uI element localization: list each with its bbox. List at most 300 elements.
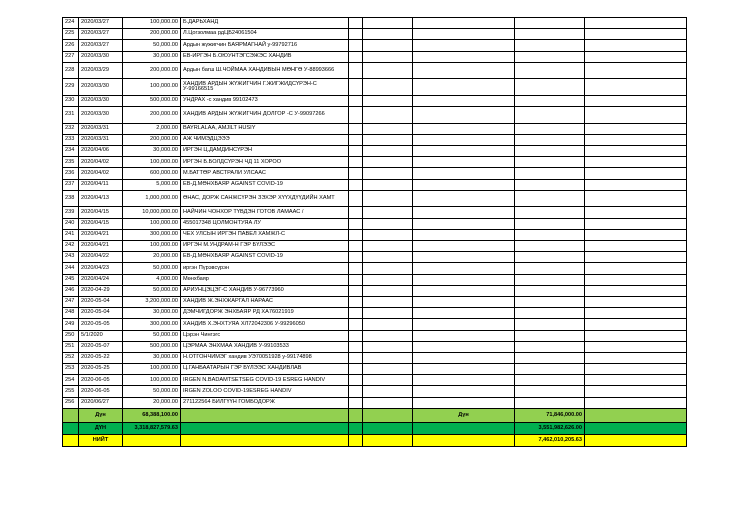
row-empty-cell xyxy=(363,29,413,40)
row-empty-cell xyxy=(349,285,363,296)
row-amount: 300,000.00 xyxy=(123,229,181,240)
row-empty-cell xyxy=(585,386,687,397)
row-empty-cell xyxy=(413,252,515,263)
row-empty-cell xyxy=(515,29,585,40)
row-date: 2020/04/13 xyxy=(79,190,123,207)
row-empty-cell xyxy=(349,341,363,352)
row-number: 246 xyxy=(63,285,79,296)
table-body xyxy=(63,18,687,409)
row-empty-cell xyxy=(413,190,515,207)
row-empty-cell xyxy=(349,190,363,207)
row-empty-cell xyxy=(585,218,687,229)
row-empty-cell xyxy=(413,263,515,274)
table-row xyxy=(63,168,687,179)
row-empty-cell xyxy=(515,274,585,285)
row-empty-cell xyxy=(585,95,687,106)
row-empty-cell xyxy=(585,319,687,330)
row-number: 245 xyxy=(63,274,79,285)
row-date: 2020/03/30 xyxy=(79,95,123,106)
row-empty-cell xyxy=(515,352,585,363)
row-amount: 20,000.00 xyxy=(123,252,181,263)
row-number: 241 xyxy=(63,229,79,240)
row-empty-cell xyxy=(515,263,585,274)
table-row xyxy=(63,386,687,397)
row-number: 248 xyxy=(63,308,79,319)
row-date: 2020-05-07 xyxy=(79,341,123,352)
row-empty-cell xyxy=(413,179,515,190)
row-number: 230 xyxy=(63,95,79,106)
row-description: ЧЕХ УЛСЫН ИРГЭН ПАВЕЛ ХАМЖЛ-С xyxy=(181,229,349,240)
row-amount: 2,000.00 xyxy=(123,123,181,134)
row-empty-cell xyxy=(413,397,515,408)
row-empty-cell xyxy=(585,79,687,96)
row-empty-cell xyxy=(413,134,515,145)
row-description: IRGEN ZOLOO COVID-19ESREG HANDIV xyxy=(181,386,349,397)
summary-row-dun xyxy=(63,408,687,422)
row-empty-cell xyxy=(349,386,363,397)
row-empty-cell xyxy=(363,207,413,218)
dun-right-label: Дүн xyxy=(413,408,515,422)
row-empty-cell xyxy=(363,296,413,307)
dun-right-amount: 71,846,000.00 xyxy=(515,408,585,422)
table-row xyxy=(63,364,687,375)
row-number: 255 xyxy=(63,386,79,397)
row-empty-cell xyxy=(413,364,515,375)
row-empty-cell xyxy=(349,352,363,363)
row-empty-cell xyxy=(515,18,585,29)
row-empty-cell xyxy=(349,179,363,190)
total-amount: 7,462,010,205.63 xyxy=(515,434,585,446)
row-empty-cell xyxy=(585,168,687,179)
table-row xyxy=(63,319,687,330)
row-date: 2020-05-25 xyxy=(79,364,123,375)
row-empty-cell xyxy=(363,364,413,375)
row-description: ЦЭРМАА ЭНХМАА ХАНДИВ У-99103533 xyxy=(181,341,349,352)
row-empty-cell xyxy=(363,218,413,229)
row-number: 239 xyxy=(63,207,79,218)
row-empty-cell xyxy=(349,308,363,319)
row-amount: 50,000.00 xyxy=(123,40,181,51)
row-date: 2020/03/31 xyxy=(79,134,123,145)
row-empty-cell xyxy=(413,146,515,157)
row-number: 224 xyxy=(63,18,79,29)
row-empty-cell xyxy=(585,123,687,134)
row-empty-cell xyxy=(349,241,363,252)
row-empty-cell xyxy=(363,146,413,157)
row-date: 2020/03/30 xyxy=(79,51,123,62)
row-date: 2020-05-05 xyxy=(79,319,123,330)
row-amount: 200,000.00 xyxy=(123,62,181,79)
row-amount: 5,000.00 xyxy=(123,179,181,190)
row-empty-cell xyxy=(413,296,515,307)
row-description: ЕВ-ИРГЭН Б.ОЮУНТЭГСЭЖЭС ХАНДИВ xyxy=(181,51,349,62)
row-empty-cell xyxy=(363,79,413,96)
row-empty-cell xyxy=(413,229,515,240)
row-description: Л.Цогзолмаа рдЦБ24061504 xyxy=(181,29,349,40)
row-description: АЖ ЧИМЭДЦЭЭЭ xyxy=(181,134,349,145)
row-empty-cell xyxy=(413,123,515,134)
table-row xyxy=(63,352,687,363)
row-empty-cell xyxy=(363,330,413,341)
row-empty-cell xyxy=(585,62,687,79)
row-amount: 50,000.00 xyxy=(123,285,181,296)
row-amount: 500,000.00 xyxy=(123,341,181,352)
table-row xyxy=(63,40,687,51)
row-date: 5/1/2020 xyxy=(79,330,123,341)
row-empty-cell xyxy=(363,375,413,386)
row-empty-cell xyxy=(585,190,687,207)
row-date: 2020/04/24 xyxy=(79,274,123,285)
row-description: АРИУНЦЭЦЭГ-С ХАНДИВ У-96773960 xyxy=(181,285,349,296)
row-date: 2020-04-29 xyxy=(79,285,123,296)
row-empty-cell xyxy=(515,218,585,229)
row-amount: 100,000.00 xyxy=(123,364,181,375)
row-empty-cell xyxy=(363,157,413,168)
row-empty-cell xyxy=(515,51,585,62)
row-empty-cell xyxy=(349,134,363,145)
row-description: УНДРАХ -с хандив 99102473 xyxy=(181,95,349,106)
row-empty-cell xyxy=(515,62,585,79)
table-row xyxy=(63,397,687,408)
row-description: ИРГЭН М.УНДРАМ-Н ГЭР БҮЛЭЭС xyxy=(181,241,349,252)
row-description: 271122564 БИЛГҮҮН ГОМБОДОРЖ xyxy=(181,397,349,408)
row-amount: 30,000.00 xyxy=(123,352,181,363)
row-empty-cell xyxy=(515,179,585,190)
row-empty-cell xyxy=(585,207,687,218)
table-row xyxy=(63,330,687,341)
row-empty-cell xyxy=(413,352,515,363)
row-number: 236 xyxy=(63,168,79,179)
row-empty-cell xyxy=(585,40,687,51)
row-amount: 4,000.00 xyxy=(123,274,181,285)
row-amount: 600,000.00 xyxy=(123,168,181,179)
row-empty-cell xyxy=(349,40,363,51)
row-amount: 3,200,000.00 xyxy=(123,296,181,307)
row-empty-cell xyxy=(515,308,585,319)
row-empty-cell xyxy=(363,263,413,274)
row-empty-cell xyxy=(515,134,585,145)
summary-row-total xyxy=(63,434,687,446)
row-date: 2020/04/02 xyxy=(79,157,123,168)
row-number: 238 xyxy=(63,190,79,207)
row-number: 243 xyxy=(63,252,79,263)
table-row xyxy=(63,79,687,96)
row-empty-cell xyxy=(349,218,363,229)
row-empty-cell xyxy=(349,229,363,240)
row-empty-cell xyxy=(585,308,687,319)
row-empty-cell xyxy=(515,95,585,106)
row-empty-cell xyxy=(349,51,363,62)
row-number: 235 xyxy=(63,157,79,168)
dun-label: Дүн xyxy=(79,408,123,422)
row-empty-cell xyxy=(515,190,585,207)
row-empty-cell xyxy=(363,18,413,29)
row-number: 249 xyxy=(63,319,79,330)
row-empty-cell xyxy=(515,40,585,51)
row-description: Ц.ГАНБААТАРЫН ГЭР БҮЛЭЭС ХАНДИВЛАВ xyxy=(181,364,349,375)
table-row xyxy=(63,157,687,168)
row-amount: 50,000.00 xyxy=(123,330,181,341)
row-amount: 100,000.00 xyxy=(123,241,181,252)
row-number: 240 xyxy=(63,218,79,229)
table-row xyxy=(63,95,687,106)
row-date: 2020-05-04 xyxy=(79,296,123,307)
row-empty-cell xyxy=(585,241,687,252)
row-date: 2020/04/21 xyxy=(79,229,123,240)
row-empty-cell xyxy=(349,319,363,330)
row-empty-cell xyxy=(349,207,363,218)
row-empty-cell xyxy=(413,157,515,168)
row-description: ХАНДИВ АРДЫН ЖҮЖИГЧИН ДОЛГОР -С У-99097266 xyxy=(181,107,349,124)
row-amount: 100,000.00 xyxy=(123,218,181,229)
row-empty-cell xyxy=(349,296,363,307)
row-empty-cell xyxy=(349,62,363,79)
row-empty-cell xyxy=(585,18,687,29)
row-empty-cell xyxy=(363,134,413,145)
row-description: Ардын жүжигчин БАЯРМАГНАЙ у-99792716 xyxy=(181,40,349,51)
row-amount: 300,000.00 xyxy=(123,319,181,330)
row-empty-cell xyxy=(349,29,363,40)
table-row xyxy=(63,179,687,190)
row-amount: 200,000.00 xyxy=(123,29,181,40)
row-number: 237 xyxy=(63,179,79,190)
row-empty-cell xyxy=(585,352,687,363)
row-date: 2020/04/02 xyxy=(79,168,123,179)
row-description: М.БАТТӨР АВСТРАЛИ УЛСААС xyxy=(181,168,349,179)
row-number: 250 xyxy=(63,330,79,341)
row-number: 232 xyxy=(63,123,79,134)
table-row xyxy=(63,29,687,40)
dun-left-amount: 68,388,100.00 xyxy=(123,408,181,422)
row-empty-cell xyxy=(363,62,413,79)
row-description: ДЭМЧИГДОРЖ ЭНХБАЯР РД ХА76021919 xyxy=(181,308,349,319)
row-empty-cell xyxy=(349,95,363,106)
row-empty-cell xyxy=(585,252,687,263)
row-empty-cell xyxy=(515,386,585,397)
row-empty-cell xyxy=(363,274,413,285)
row-date: 2020/04/11 xyxy=(79,179,123,190)
table-row xyxy=(63,308,687,319)
row-description: ХАНДИВ Х.ЭНХТУЯА ХЛ72042306 У-99296050 xyxy=(181,319,349,330)
row-empty-cell xyxy=(515,107,585,124)
row-empty-cell xyxy=(585,375,687,386)
row-description: Н.ОТГОНЧИМЭГ хандив УЭ70051928 у-99174898 xyxy=(181,352,349,363)
row-number: 227 xyxy=(63,51,79,62)
row-amount: 100,000.00 xyxy=(123,157,181,168)
row-date: 2020-05-22 xyxy=(79,352,123,363)
row-empty-cell xyxy=(413,29,515,40)
row-empty-cell xyxy=(349,274,363,285)
row-empty-cell xyxy=(413,18,515,29)
row-date: 2020/03/27 xyxy=(79,29,123,40)
row-empty-cell xyxy=(585,285,687,296)
row-date: 2020/03/27 xyxy=(79,18,123,29)
row-empty-cell xyxy=(515,319,585,330)
row-empty-cell xyxy=(515,207,585,218)
row-empty-cell xyxy=(363,241,413,252)
row-empty-cell xyxy=(363,123,413,134)
row-empty-cell xyxy=(349,397,363,408)
row-empty-cell xyxy=(349,123,363,134)
row-amount: 30,000.00 xyxy=(123,146,181,157)
row-date: 2020/04/15 xyxy=(79,207,123,218)
row-empty-cell xyxy=(515,364,585,375)
row-date: 2020/03/30 xyxy=(79,107,123,124)
row-number: 225 xyxy=(63,29,79,40)
row-number: 231 xyxy=(63,107,79,124)
row-empty-cell xyxy=(363,252,413,263)
row-empty-cell xyxy=(363,190,413,207)
table-row xyxy=(63,241,687,252)
row-date: 2020/03/31 xyxy=(79,123,123,134)
row-empty-cell xyxy=(363,386,413,397)
row-amount: 100,000.00 xyxy=(123,79,181,96)
row-empty-cell xyxy=(363,40,413,51)
row-empty-cell xyxy=(585,229,687,240)
row-empty-cell xyxy=(363,179,413,190)
row-amount: 30,000.00 xyxy=(123,51,181,62)
row-description: ХАНДИВ АРДЫН ЖҮЖИГЧИН Г.ЖИГЖИДСҮРЭН-С У-99166515 xyxy=(181,79,349,96)
row-description: Б.ДАРЬХАНД xyxy=(181,18,349,29)
row-empty-cell xyxy=(363,168,413,179)
row-number: 234 xyxy=(63,146,79,157)
row-amount: 20,000.00 xyxy=(123,397,181,408)
row-empty-cell xyxy=(349,146,363,157)
row-empty-cell xyxy=(585,397,687,408)
row-empty-cell xyxy=(349,168,363,179)
row-date: 2020/03/27 xyxy=(79,40,123,51)
row-empty-cell xyxy=(585,341,687,352)
row-amount: 10,000,000.00 xyxy=(123,207,181,218)
row-description: Ардын багш Ш.ЧОЙМАА ХАНДИВЫН МӨНГӨ У-88993666 xyxy=(181,62,349,79)
table-row xyxy=(63,51,687,62)
table-row xyxy=(63,263,687,274)
row-empty-cell xyxy=(413,207,515,218)
row-empty-cell xyxy=(515,79,585,96)
total-label: НИЙТ xyxy=(79,434,123,446)
row-number: 233 xyxy=(63,134,79,145)
row-empty-cell xyxy=(515,285,585,296)
row-empty-cell xyxy=(363,285,413,296)
row-empty-cell xyxy=(413,386,515,397)
row-description: НАЙЧИН ЧОНХОР ТҮВДЭН ГОТОВ ЛАМААС / xyxy=(181,207,349,218)
table-row xyxy=(63,134,687,145)
row-amount: 500,000.00 xyxy=(123,95,181,106)
row-date: 2020/04/06 xyxy=(79,146,123,157)
table-row xyxy=(63,18,687,29)
row-empty-cell xyxy=(585,296,687,307)
row-empty-cell xyxy=(413,319,515,330)
row-empty-cell xyxy=(413,274,515,285)
table-row xyxy=(63,107,687,124)
dun2-left-amount: 3,318,827,579.63 xyxy=(123,422,181,434)
row-empty-cell xyxy=(349,157,363,168)
table-row xyxy=(63,274,687,285)
table-row xyxy=(63,296,687,307)
row-number: 244 xyxy=(63,263,79,274)
row-empty-cell xyxy=(363,319,413,330)
row-empty-cell xyxy=(413,308,515,319)
summary-body xyxy=(63,408,687,446)
table-row xyxy=(63,252,687,263)
row-number: 226 xyxy=(63,40,79,51)
row-empty-cell xyxy=(515,241,585,252)
row-empty-cell xyxy=(585,179,687,190)
row-description: ХАНДИВ Ж.ЭНХЖАРГАЛ НАРААС xyxy=(181,296,349,307)
row-date: 2020/04/15 xyxy=(79,218,123,229)
row-number: 242 xyxy=(63,241,79,252)
row-amount: 200,000.00 xyxy=(123,107,181,124)
row-empty-cell xyxy=(585,330,687,341)
row-date: 2020/03/29 xyxy=(79,62,123,79)
table-row xyxy=(63,229,687,240)
row-description: Мөнхбаяр xyxy=(181,274,349,285)
row-number: 247 xyxy=(63,296,79,307)
row-amount: 50,000.00 xyxy=(123,386,181,397)
row-empty-cell xyxy=(413,79,515,96)
row-empty-cell xyxy=(585,364,687,375)
row-empty-cell xyxy=(413,341,515,352)
row-empty-cell xyxy=(413,375,515,386)
row-date: 2020-05-04 xyxy=(79,308,123,319)
row-amount: 50,000.00 xyxy=(123,263,181,274)
row-empty-cell xyxy=(515,252,585,263)
row-description: ЕВ-Д.МӨНХБАЯР AGAINST COVID-19 xyxy=(181,179,349,190)
row-empty-cell xyxy=(585,29,687,40)
row-empty-cell xyxy=(585,263,687,274)
row-empty-cell xyxy=(515,341,585,352)
row-number: 228 xyxy=(63,62,79,79)
row-empty-cell xyxy=(585,274,687,285)
table-row xyxy=(63,190,687,207)
table-row xyxy=(63,375,687,386)
row-date: 2020/04/23 xyxy=(79,263,123,274)
row-number: 252 xyxy=(63,352,79,363)
row-amount: 200,000.00 xyxy=(123,134,181,145)
row-description: BAYRLALAA, AMJILT HUSIY xyxy=(181,123,349,134)
row-empty-cell xyxy=(363,95,413,106)
row-empty-cell xyxy=(349,18,363,29)
row-number: 256 xyxy=(63,397,79,408)
row-empty-cell xyxy=(349,79,363,96)
row-date: 2020-06-05 xyxy=(79,375,123,386)
row-empty-cell xyxy=(515,168,585,179)
dun2-right-amount: 3,551,982,626.00 xyxy=(515,422,585,434)
row-empty-cell xyxy=(363,308,413,319)
summary-row-dun2 xyxy=(63,422,687,434)
row-empty-cell xyxy=(349,263,363,274)
row-date: 2020/04/21 xyxy=(79,241,123,252)
table-row xyxy=(63,123,687,134)
row-empty-cell xyxy=(413,62,515,79)
row-empty-cell xyxy=(585,134,687,145)
row-empty-cell xyxy=(515,157,585,168)
row-empty-cell xyxy=(363,352,413,363)
row-amount: 100,000.00 xyxy=(123,18,181,29)
row-empty-cell xyxy=(515,375,585,386)
row-empty-cell xyxy=(585,157,687,168)
row-number: 229 xyxy=(63,79,79,96)
row-date: 2020-06-05 xyxy=(79,386,123,397)
row-empty-cell xyxy=(515,330,585,341)
row-amount: 1,000,000.00 xyxy=(123,190,181,207)
row-empty-cell xyxy=(413,95,515,106)
row-empty-cell xyxy=(349,330,363,341)
row-empty-cell xyxy=(349,375,363,386)
row-empty-cell xyxy=(413,168,515,179)
row-description: ИРГЭН Б.БОЛДСҮРЭН ЧД 11 ХОРОО xyxy=(181,157,349,168)
row-empty-cell xyxy=(515,229,585,240)
